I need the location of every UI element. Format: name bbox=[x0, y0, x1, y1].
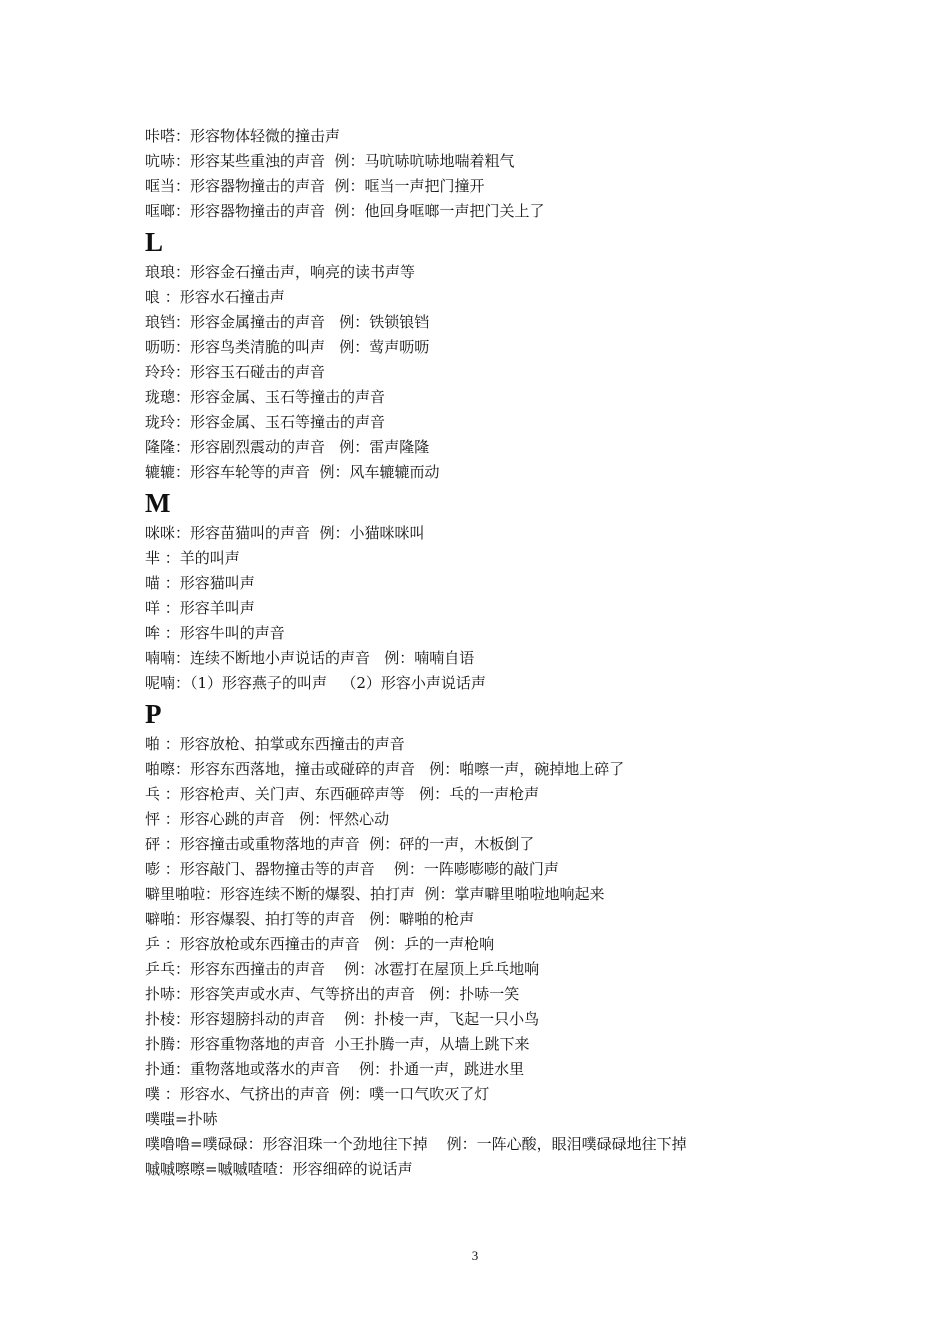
entry-line: 吭哧：形容某些重浊的声音 例：马吭哧吭哧地喘着粗气 bbox=[145, 152, 515, 170]
entry-line: 哴 ：形容水石撞击声 bbox=[145, 288, 285, 306]
section-p bbox=[145, 696, 845, 1182]
section-m bbox=[145, 485, 845, 696]
section-heading: P bbox=[145, 699, 162, 729]
entry-line: 乒 ：形容放枪或东西撞击的声音 例：乒的一声枪响 bbox=[145, 935, 495, 953]
entry-line: 咩 ：形容羊叫声 bbox=[145, 599, 255, 617]
entry-line: 噼啪：形容爆裂、拍打等的声音 例：噼啪的枪声 bbox=[145, 910, 475, 928]
entry-line: 哞 ：形容牛叫的声音 bbox=[145, 624, 285, 642]
section-l bbox=[145, 224, 845, 485]
entry-line: 噗嗤=扑哧 bbox=[145, 1110, 218, 1128]
entry-line: 噗噜噜=噗碌碌：形容泪珠一个劲地往下掉 例：一阵心酸，眼泪噗碌碌地往下掉 bbox=[145, 1135, 687, 1153]
entry-line: 扑通：重物落地或落水的声音 例：扑通一声，跳进水里 bbox=[145, 1060, 525, 1078]
entry-line: 辘辘：形容车轮等的声音 例：风车辘辘而动 bbox=[145, 463, 440, 481]
entry-line: 噗 ：形容水、气挤出的声音 例：噗一口气吹灭了灯 bbox=[145, 1085, 490, 1103]
entry-line: 琅琅：形容金石撞击声，响亮的读书声等 bbox=[145, 263, 416, 281]
entry-line: 嘁嘁嚓嚓=嘁嘁喳喳：形容细碎的说话声 bbox=[145, 1160, 413, 1178]
section-k-continued bbox=[145, 124, 845, 224]
entry-line: 琅铛：形容金属撞击的声音 例：铁锁锒铛 bbox=[145, 313, 430, 331]
entry-line: 怦 ：形容心跳的声音 例：怦然心动 bbox=[145, 810, 390, 828]
entry-line: 咔嗒：形容物体轻微的撞击声 bbox=[145, 127, 341, 145]
page-body bbox=[145, 124, 845, 1182]
entry-line: 珑玲：形容金属、玉石等撞击的声音 bbox=[145, 413, 386, 431]
entry-line: 啪嚓：形容东西落地，撞击或碰碎的声音 例：啪嚓一声，碗掉地上碎了 bbox=[145, 760, 625, 778]
entry-line: 扑哧：形容笑声或水声、气等挤出的声音 例：扑哧一笑 bbox=[145, 985, 520, 1003]
entry-line: 哐当：形容器物撞击的声音 例：哐当一声把门撞开 bbox=[145, 177, 485, 195]
entry-line: 珑璁：形容金属、玉石等撞击的声音 bbox=[145, 388, 386, 406]
entry-line: 啪 ：形容放枪、拍掌或东西撞击的声音 bbox=[145, 735, 405, 753]
entry-line: 哐啷：形容器物撞击的声音 例：他回身哐啷一声把门关上了 bbox=[145, 202, 545, 220]
entry-line: 喵 ：形容猫叫声 bbox=[145, 574, 255, 592]
entry-line: 咪咪：形容苗猫叫的声音 例：小猫咪咪叫 bbox=[145, 524, 425, 542]
page-number: 3 bbox=[471, 1248, 479, 1263]
entry-line: 呖呖：形容鸟类清脆的叫声 例：莺声呖呖 bbox=[145, 338, 430, 356]
entry-line: 隆隆：形容剧烈震动的声音 例：雷声隆隆 bbox=[145, 438, 430, 456]
entry-line: 乓 ：形容枪声、关门声、东西砸碎声等 例：乓的一声枪声 bbox=[145, 785, 540, 803]
section-heading: L bbox=[145, 227, 164, 257]
entry-line: 扑腾：形容重物落地的声音 小王扑腾一声，从墙上跳下来 bbox=[145, 1035, 530, 1053]
section-heading: M bbox=[145, 488, 171, 518]
entry-line: 噼里啪啦：形容连续不断的爆裂、拍打声 例：掌声噼里啪啦地响起来 bbox=[145, 885, 605, 903]
entry-line: 玲玲：形容玉石碰击的声音 bbox=[145, 363, 326, 381]
entry-line: 砰 ：形容撞击或重物落地的声音 例：砰的一声，木板倒了 bbox=[145, 835, 535, 853]
entry-line: 芈 ：羊的叫声 bbox=[145, 549, 240, 567]
entry-line: 呢喃：（1）形容燕子的叫声 （2）形容小声说话声 bbox=[145, 674, 486, 692]
entry-line: 嘭 ：形容敲门、器物撞击等的声音 例：一阵嘭嘭嘭的敲门声 bbox=[145, 860, 559, 878]
entry-line: 乒乓：形容东西撞击的声音 例：冰雹打在屋顶上乒乓地响 bbox=[145, 960, 540, 978]
entry-line: 喃喃：连续不断地小声说话的声音 例：喃喃自语 bbox=[145, 649, 475, 667]
entry-line: 扑棱：形容翅膀抖动的声音 例：扑棱一声，飞起一只小鸟 bbox=[145, 1010, 540, 1028]
